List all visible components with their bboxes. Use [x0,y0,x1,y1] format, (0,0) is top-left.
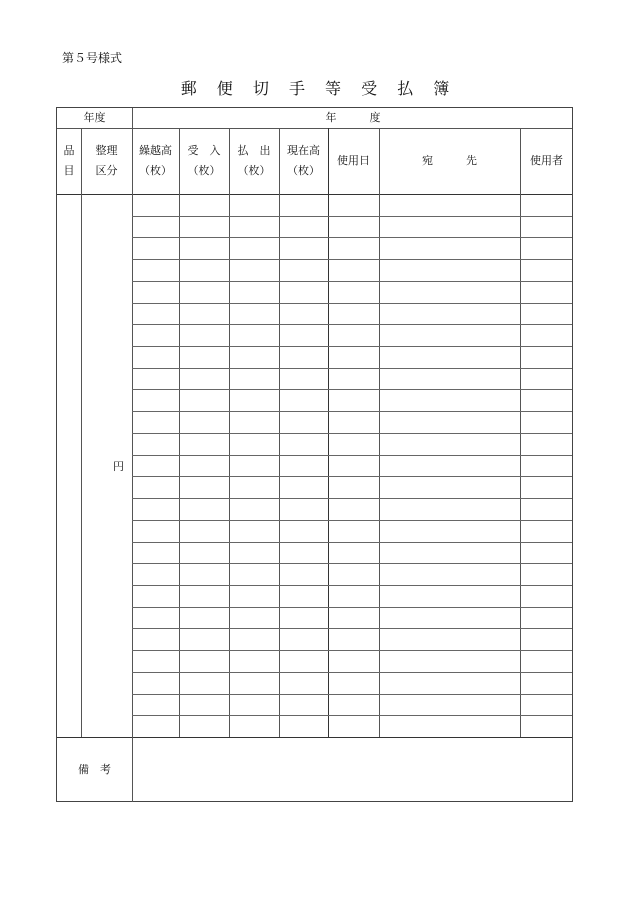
table-row-line [132,368,572,369]
table-row-line [132,694,572,695]
col-line-item [81,128,82,737]
received-label-line2: （枚） [187,164,221,177]
user-label: 使用者 [530,154,563,167]
fiscal-year-heading: 年 度 [325,111,381,124]
table-row-line [132,281,572,282]
table-row-line [132,628,572,629]
item-label-line2: 目 [63,164,75,177]
table-row-line [132,607,572,608]
table-row-line [132,433,572,434]
table-row-line [132,389,572,390]
carried-label-line1: 繰越高 [139,144,172,157]
destination-label: 宛 先 [422,154,477,167]
current-label-line2: （枚） [287,164,320,177]
header-bottom-line [57,194,572,195]
paid-label-line2: （枚） [237,164,271,177]
form-number: 第５号様式 [62,51,123,65]
table-row-line [132,476,572,477]
table-row-line [132,715,572,716]
table-row-line [132,563,572,564]
received-label-line1: 受 入 [187,144,221,157]
yen-unit: 円 [113,460,124,473]
table-row-line [132,542,572,543]
carried-label-line2: （枚） [139,164,172,177]
table-row-line [132,216,572,217]
table-row-line [132,498,572,499]
table-row-line [132,237,572,238]
table-row-line [132,303,572,304]
table-row-line [132,259,572,260]
table-row-line [132,585,572,586]
table-row-line [132,672,572,673]
current-label-line1: 現在高 [287,144,320,157]
remarks-label: 備 考 [78,763,111,776]
header-divider [57,128,572,129]
fiscal-year-label: 年度 [83,111,106,124]
table-row-line [132,520,572,521]
item-label-line1: 品 [63,144,75,157]
remarks-field[interactable] [133,738,572,801]
page-title: 郵 便 切 手 等 受 払 簿 [180,79,450,98]
ledger-table [56,107,573,802]
paid-label-line1: 払 出 [237,144,271,157]
table-row-line [132,324,572,325]
category-label-line1: 整理 [95,144,118,157]
table-row-line [132,411,572,412]
use-date-label: 使用日 [337,154,370,167]
category-label-line2: 区分 [95,164,118,177]
table-row-line [132,650,572,651]
table-row-line [132,455,572,456]
table-row-line [132,346,572,347]
